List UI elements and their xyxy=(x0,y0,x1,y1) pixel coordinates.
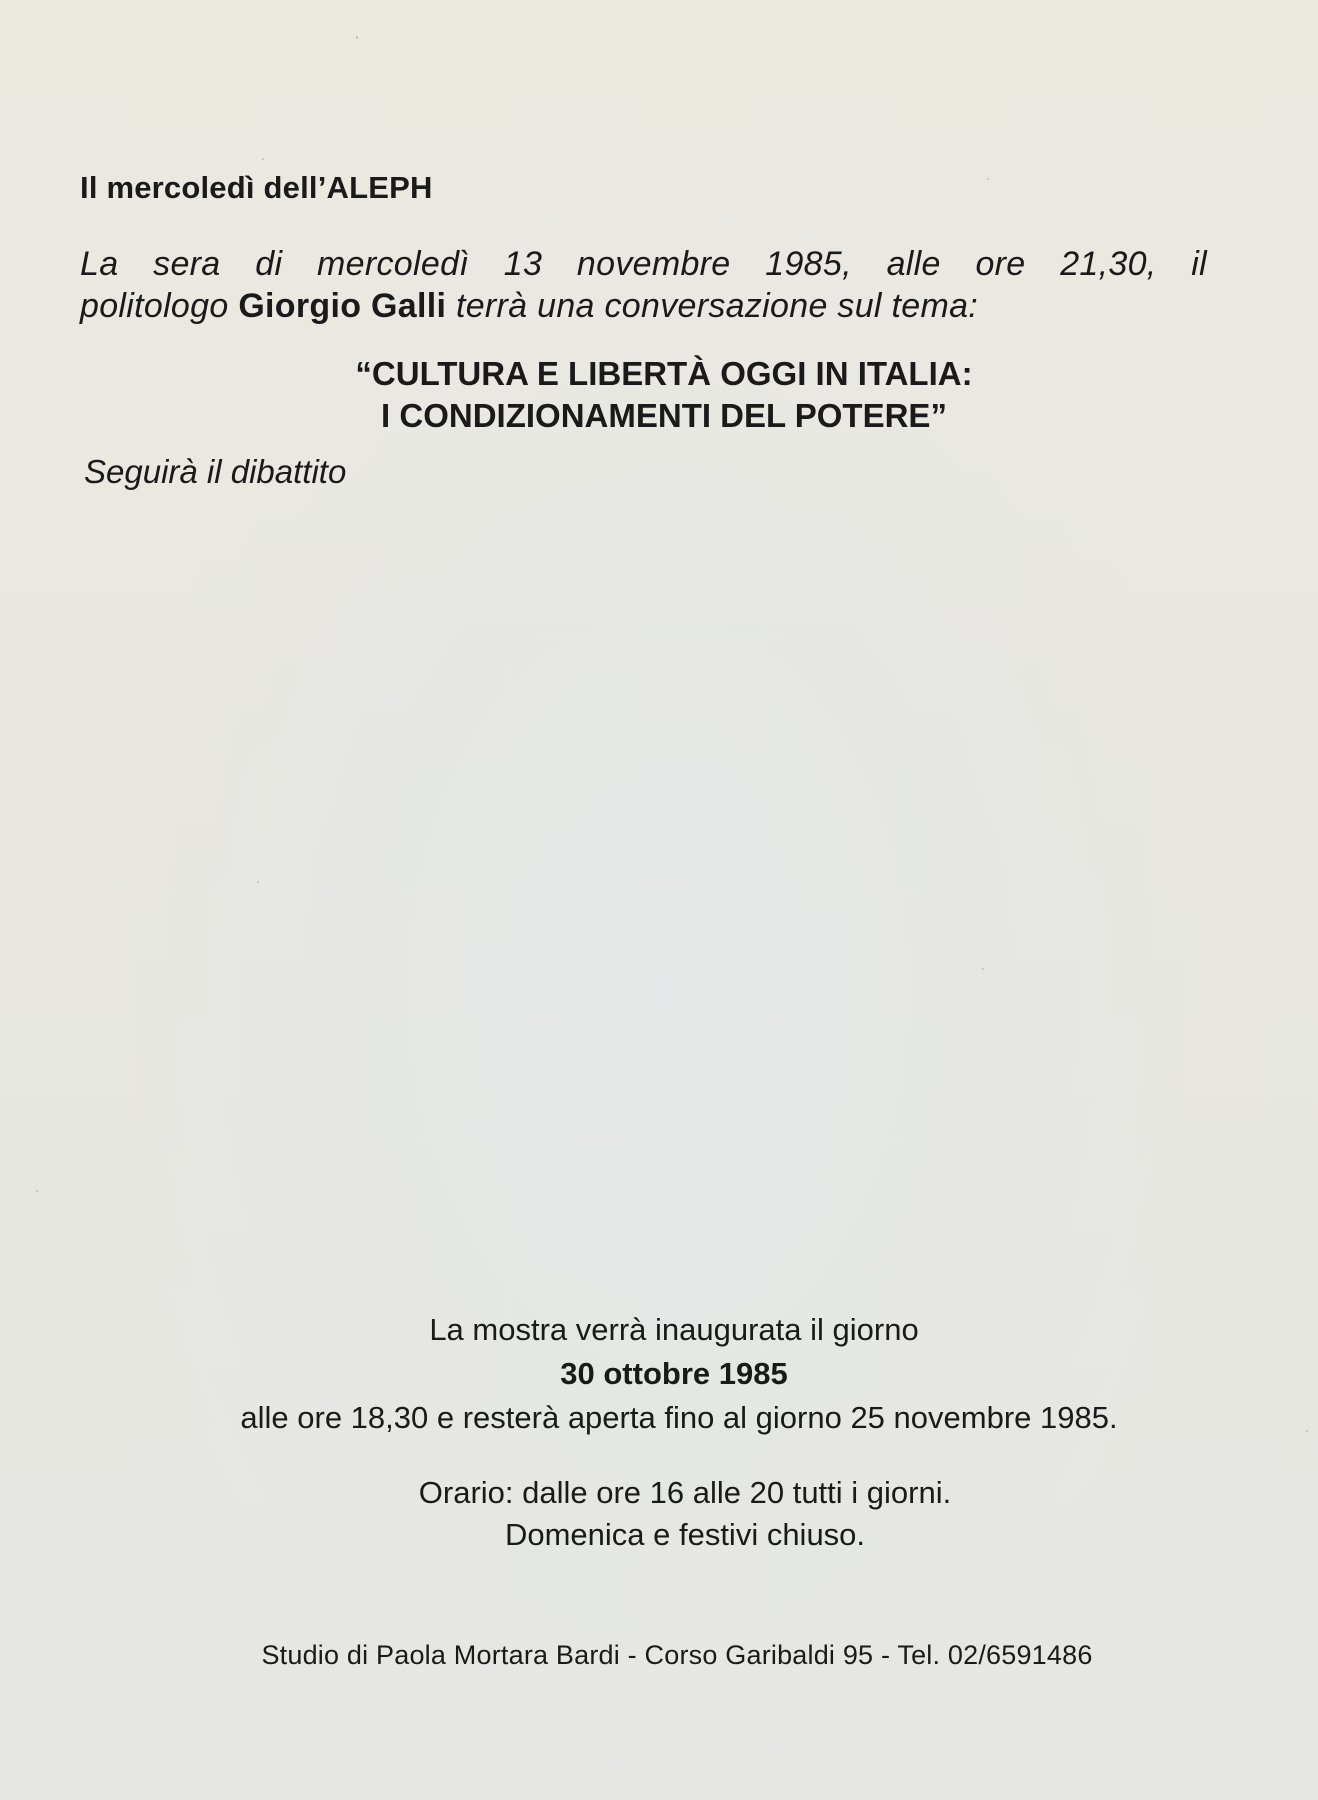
paper-speckle xyxy=(356,36,358,39)
speaker-name: Giorgio Galli xyxy=(238,287,447,325)
intro-line-2 xyxy=(80,285,1220,327)
paper-speckle xyxy=(257,881,259,883)
exhibition-opening-info xyxy=(0,1308,1318,1440)
talk-title xyxy=(0,353,1318,437)
intro-line-1: La sera di mercoledì 13 novembre 1985, alle ore 21,30, il xyxy=(80,245,1207,283)
intro-line-2-end: terrà una conversazione sul tema: xyxy=(446,287,979,325)
paper-speckle xyxy=(982,968,984,970)
opening-line-1-text: La mostra verrà inaugurata il giorno xyxy=(429,1312,919,1347)
paper-speckle xyxy=(262,158,264,160)
opening-hours xyxy=(0,1472,1318,1556)
event-series-heading: Il mercoledì dell’ALEPH xyxy=(80,170,433,205)
opening-line-1 xyxy=(0,1308,1318,1396)
opening-date: 30 ottobre 1985 xyxy=(560,1356,788,1391)
opening-line-2: alle ore 18,30 e resterà aperta fino al giorno 25 novembre 1985. xyxy=(240,1400,1118,1435)
talk-title-line-2: I CONDIZIONAMENTI DEL POTERE” xyxy=(381,397,947,434)
paper-speckle xyxy=(36,1190,38,1192)
studio-contact-footer xyxy=(0,1640,1318,1671)
intro-line-2-start: politologo xyxy=(80,287,239,325)
studio-contact-text: Studio di Paola Mortara Bardi - Corso Garibaldi 95 - Tel. 02/6591486 xyxy=(261,1640,1093,1670)
hours-line-2: Domenica e festivi chiuso. xyxy=(504,1517,866,1552)
debate-note: Seguirà il dibattito xyxy=(84,453,347,490)
hours-line-1: Orario: dalle ore 16 alle 20 tutti i giorni. xyxy=(418,1475,952,1510)
talk-title-line-1: “CULTURA E LIBERTÀ OGGI IN ITALIA: xyxy=(355,355,973,392)
paper-speckle xyxy=(987,178,989,180)
event-intro-paragraph xyxy=(80,243,1220,327)
